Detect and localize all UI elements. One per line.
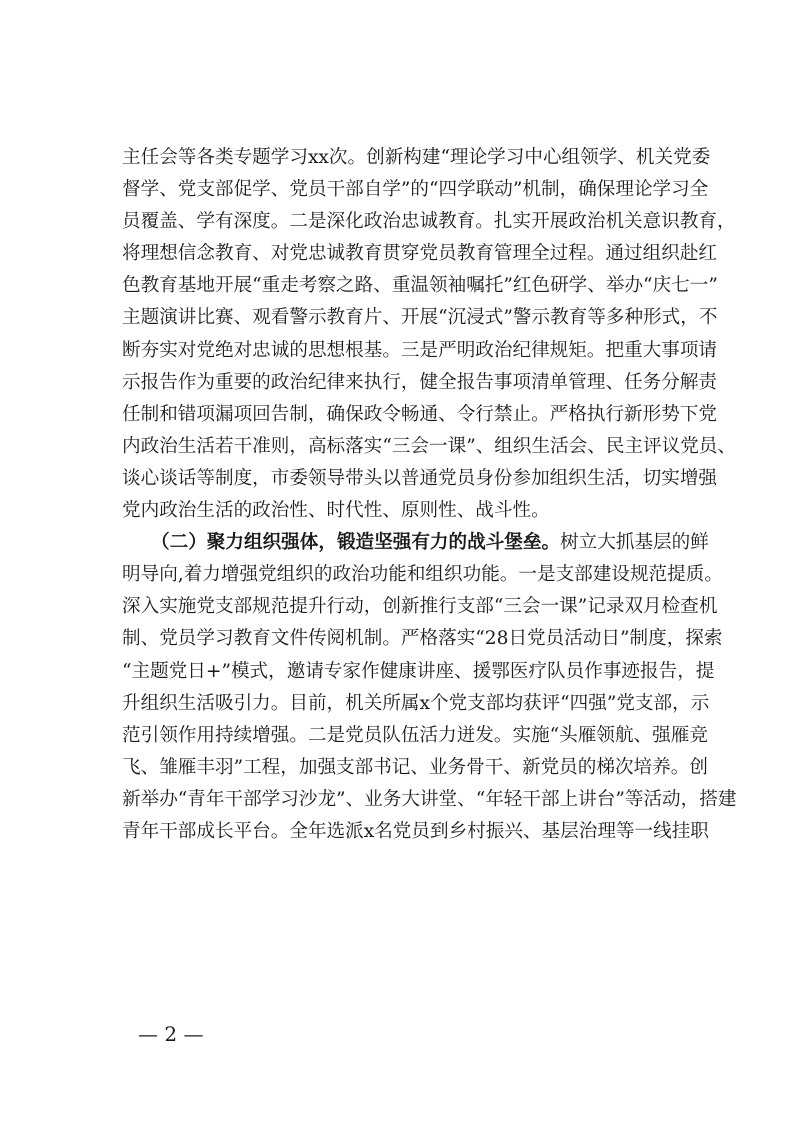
section-heading-rest: 树立大抓基层的鲜 bbox=[560, 532, 709, 554]
page-number: — 2 — bbox=[138, 1022, 204, 1046]
section-heading-line bbox=[122, 527, 709, 559]
paragraph-line: 断夯实对党绝对忠诚的思想根基。三是严明政治纪律规矩。把重大事项请 bbox=[122, 339, 718, 361]
paragraph-line: 色教育基地开展“重走考察之路、重温领袖嘱托”红色研学、举办“庆七一” bbox=[122, 275, 718, 297]
paragraph-line: 飞、雏雁丰羽”工程，加强支部书记、业务骨干、新党员的梯次培养。创 bbox=[122, 756, 708, 778]
paragraph-line: 制、党员学习教育文件传阅机制。严格落实“28日党员活动日”制度，探索 bbox=[122, 628, 723, 650]
paragraph-line: 党内政治生活的政治性、时代性、原则性、战斗性。 bbox=[122, 500, 550, 522]
paragraph-line: 范引领作用持续增强。二是党员队伍活力迸发。实施“头雁领航、强雁竞 bbox=[122, 724, 708, 746]
paragraph-line: 深入实施党支部规范提升行动，创新推行支部“三会一课”记录双月检查机 bbox=[122, 596, 718, 618]
paragraph-line: 青年干部成长平台。全年选派x名党员到乡村振兴、基层治理等一线挂职 bbox=[122, 820, 709, 842]
section-heading: （二）聚力组织强体，锻造坚强有力的战斗堡垒。 bbox=[151, 532, 561, 554]
paragraph-line: 明导向,着力增强党组织的政治功能和组织功能。一是支部建设规范提质。 bbox=[122, 564, 723, 586]
paragraph-line: 任制和错项漏项回告制，确保政令畅通、令行禁止。严格执行新形势下党 bbox=[122, 403, 718, 425]
paragraph-line: “主题党日+”模式，邀请专家作健康讲座、援鄂医疗队员作事迹报告，提 bbox=[122, 660, 715, 682]
paragraph-line: 新举办“青年干部学习沙龙”、业务大讲堂、“年轻干部上讲台”等活动，搭建 bbox=[122, 788, 737, 810]
paragraph-line: 员覆盖、学有深度。二是深化政治忠诚教育。扎实开展政治机关意识教育， bbox=[122, 211, 736, 233]
paragraph-line: 谈心谈话等制度，市委领导带头以普通党员身份参加组织生活，切实增强 bbox=[122, 467, 718, 489]
paragraph-line: 主任会等各类专题学习xx次。创新构建“理论学习中心组领学、机关党委 bbox=[122, 147, 711, 168]
body-text bbox=[122, 142, 737, 848]
paragraph-line: 示报告作为重要的政治纪律来执行，健全报告事项清单管理、任务分解责 bbox=[122, 371, 718, 393]
paragraph-line: 将理想信念教育、对党忠诚教育贯穿党员教育管理全过程。通过组织赴红 bbox=[122, 243, 718, 265]
paragraph-line: 升组织生活吸引力。目前，机关所属x个党支部均获评“四强”党支部，示 bbox=[122, 692, 710, 714]
paragraph-line: 督学、党支部促学、党员干部自学”的“四学联动”机制，确保理论学习全 bbox=[122, 179, 709, 201]
paragraph-line: 内政治生活若干准则，高标落实“三会一课”、组织生活会、民主评议党员、 bbox=[122, 435, 737, 457]
paragraph-line: 主题演讲比赛、观看警示教育片、开展“沉浸式”警示教育等多种形式，不 bbox=[122, 307, 718, 329]
